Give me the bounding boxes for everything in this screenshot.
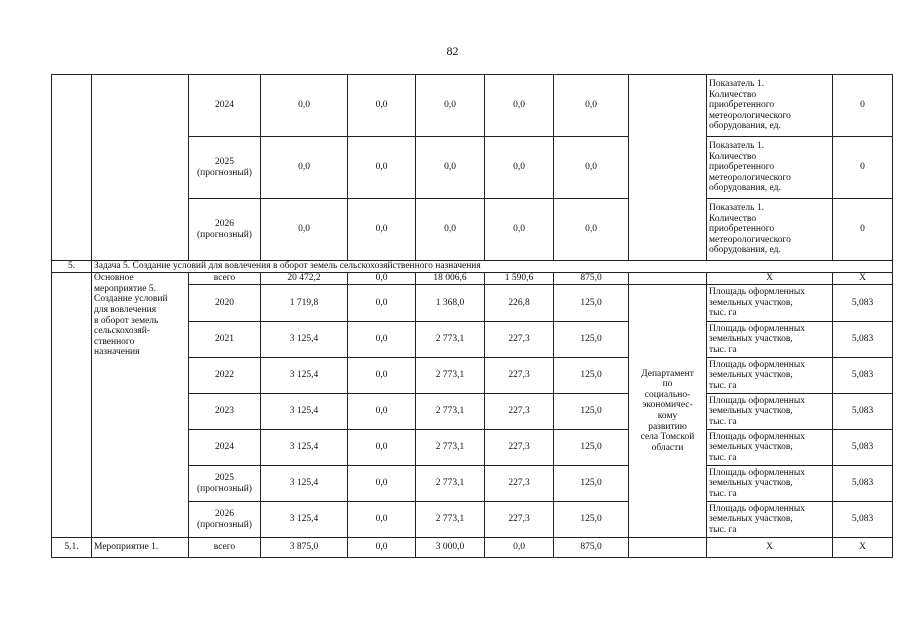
event-name-cell: Основное мероприятие 5. Создание условий для вовлечения в оборот земель сельскохозяй- ственного назначения xyxy=(92,273,189,538)
extrabudget-cell: 125,0 xyxy=(554,502,629,538)
number-cell xyxy=(52,273,92,538)
local-cell: 0,0 xyxy=(485,137,554,199)
regional-cell: 18 006,6 xyxy=(416,273,485,285)
federal-cell: 0,0 xyxy=(348,199,416,261)
local-cell: 226,8 xyxy=(485,285,554,322)
indicator-cell: Площадь оформленных земельных участков, тыс. га xyxy=(707,394,833,430)
local-cell: 1 590,6 xyxy=(485,273,554,285)
year-cell: 2025 (прогнозный) xyxy=(189,137,261,199)
budget-table xyxy=(51,74,893,558)
event-name-cell: Мероприятие 1. xyxy=(92,538,189,558)
total-cell: 3 875,0 xyxy=(261,538,348,558)
local-cell: 227,3 xyxy=(485,322,554,358)
event-name-cell xyxy=(92,75,189,261)
regional-cell: 2 773,1 xyxy=(416,430,485,466)
regional-cell: 2 773,1 xyxy=(416,358,485,394)
indicator-value-cell: 0 xyxy=(833,199,893,261)
local-cell: 227,3 xyxy=(485,502,554,538)
total-cell: 3 125,4 xyxy=(261,502,348,538)
year-cell: 2026 (прогнозный) xyxy=(189,502,261,538)
indicator-value-cell: Х xyxy=(833,538,893,558)
total-cell: 3 125,4 xyxy=(261,358,348,394)
extrabudget-cell: 875,0 xyxy=(554,273,629,285)
year-cell: 2023 xyxy=(189,394,261,430)
table-row xyxy=(52,75,893,137)
task-row xyxy=(52,261,893,273)
total-cell: 20 472,2 xyxy=(261,273,348,285)
federal-cell: 0,0 xyxy=(348,358,416,394)
year-cell: 2024 xyxy=(189,430,261,466)
indicator-value-cell: 0 xyxy=(833,75,893,137)
local-cell: 0,0 xyxy=(485,199,554,261)
year-cell: 2022 xyxy=(189,358,261,394)
extrabudget-cell: 125,0 xyxy=(554,322,629,358)
indicator-value-cell: 5,083 xyxy=(833,322,893,358)
indicator-cell: Площадь оформленных земельных участков, тыс. га xyxy=(707,285,833,322)
year-cell: 2025 (прогнозный) xyxy=(189,466,261,502)
number-cell: 5.1. xyxy=(52,538,92,558)
local-cell: 0,0 xyxy=(485,75,554,137)
executor-cell-empty xyxy=(629,273,707,285)
indicator-value-cell: 0 xyxy=(833,137,893,199)
local-cell: 0,0 xyxy=(485,538,554,558)
number-cell xyxy=(52,75,92,261)
indicator-value-cell: 5,083 xyxy=(833,466,893,502)
federal-cell: 0,0 xyxy=(348,75,416,137)
year-cell: 2021 xyxy=(189,322,261,358)
federal-cell: 0,0 xyxy=(348,466,416,502)
extrabudget-cell: 125,0 xyxy=(554,285,629,322)
extrabudget-cell: 125,0 xyxy=(554,466,629,502)
extrabudget-cell: 0,0 xyxy=(554,75,629,137)
indicator-value-cell: Х xyxy=(833,273,893,285)
indicator-value-cell: 5,083 xyxy=(833,285,893,322)
indicator-cell: Площадь оформленных земельных участков, тыс. га xyxy=(707,322,833,358)
extrabudget-cell: 0,0 xyxy=(554,199,629,261)
year-cell: 2026 (прогнозный) xyxy=(189,199,261,261)
local-cell: 227,3 xyxy=(485,358,554,394)
regional-cell: 2 773,1 xyxy=(416,466,485,502)
federal-cell: 0,0 xyxy=(348,322,416,358)
regional-cell: 0,0 xyxy=(416,199,485,261)
regional-cell: 0,0 xyxy=(416,137,485,199)
federal-cell: 0,0 xyxy=(348,137,416,199)
indicator-value-cell: 5,083 xyxy=(833,394,893,430)
federal-cell: 0,0 xyxy=(348,538,416,558)
local-cell: 227,3 xyxy=(485,466,554,502)
federal-cell: 0,0 xyxy=(348,285,416,322)
regional-cell: 3 000,0 xyxy=(416,538,485,558)
total-cell: 0,0 xyxy=(261,75,348,137)
regional-cell: 2 773,1 xyxy=(416,502,485,538)
indicator-cell: Площадь оформленных земельных участков, тыс. га xyxy=(707,358,833,394)
federal-cell: 0,0 xyxy=(348,394,416,430)
table-row xyxy=(52,538,893,558)
executor-cell: Департамент по социально- экономичес- кому развитию села Томской области xyxy=(629,285,707,538)
regional-cell: 1 368,0 xyxy=(416,285,485,322)
executor-cell xyxy=(629,75,707,261)
total-cell: 0,0 xyxy=(261,199,348,261)
indicator-cell: Площадь оформленных земельных участков, тыс. га xyxy=(707,502,833,538)
total-cell: 0,0 xyxy=(261,137,348,199)
indicator-value-cell: 5,083 xyxy=(833,358,893,394)
page-number: 82 xyxy=(446,44,459,58)
task-number: 5. xyxy=(52,261,92,273)
year-cell: 2024 xyxy=(189,75,261,137)
extrabudget-cell: 0,0 xyxy=(554,137,629,199)
executor-cell-empty xyxy=(629,538,707,558)
total-cell: 3 125,4 xyxy=(261,322,348,358)
regional-cell: 2 773,1 xyxy=(416,394,485,430)
extrabudget-cell: 125,0 xyxy=(554,430,629,466)
indicator-value-cell: 5,083 xyxy=(833,430,893,466)
year-cell: всего xyxy=(189,273,261,285)
local-cell: 227,3 xyxy=(485,394,554,430)
indicator-cell: Площадь оформленных земельных участков, тыс. га xyxy=(707,430,833,466)
total-cell: 3 125,4 xyxy=(261,394,348,430)
local-cell: 227,3 xyxy=(485,430,554,466)
federal-cell: 0,0 xyxy=(348,273,416,285)
indicator-cell: Площадь оформленных земельных участков, тыс. га xyxy=(707,466,833,502)
total-cell: 1 719,8 xyxy=(261,285,348,322)
extrabudget-cell: 875,0 xyxy=(554,538,629,558)
indicator-cell: Показатель 1. Количество приобретенного метеорологического оборудования, ед. xyxy=(707,137,833,199)
indicator-cell: Показатель 1. Количество приобретенного метеорологического оборудования, ед. xyxy=(707,199,833,261)
indicator-cell: Х xyxy=(707,273,833,285)
regional-cell: 2 773,1 xyxy=(416,322,485,358)
extrabudget-cell: 125,0 xyxy=(554,394,629,430)
indicator-cell: Х xyxy=(707,538,833,558)
table-row xyxy=(52,273,893,285)
total-cell: 3 125,4 xyxy=(261,430,348,466)
extrabudget-cell: 125,0 xyxy=(554,358,629,394)
federal-cell: 0,0 xyxy=(348,502,416,538)
year-cell: всего xyxy=(189,538,261,558)
indicator-value-cell: 5,083 xyxy=(833,502,893,538)
federal-cell: 0,0 xyxy=(348,430,416,466)
regional-cell: 0,0 xyxy=(416,75,485,137)
indicator-cell: Показатель 1. Количество приобретенного метеорологического оборудования, ед. xyxy=(707,75,833,137)
year-cell: 2020 xyxy=(189,285,261,322)
total-cell: 3 125,4 xyxy=(261,466,348,502)
task-title: Задача 5. Создание условий для вовлечения в оборот земель сельскохозяйственного назначения xyxy=(92,261,893,273)
